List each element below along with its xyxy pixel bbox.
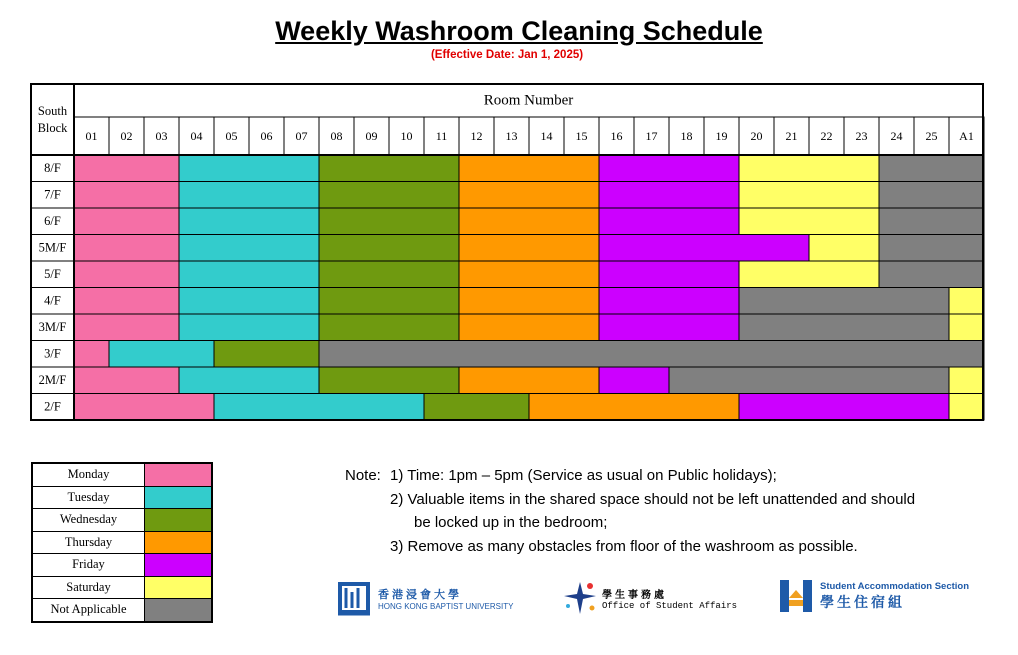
room-number: 20 bbox=[750, 128, 763, 143]
schedule-cell bbox=[949, 288, 984, 315]
schedule-cell bbox=[179, 261, 319, 288]
schedule-cell bbox=[179, 208, 319, 235]
room-number: 05 bbox=[225, 128, 238, 143]
room-number: 19 bbox=[715, 128, 728, 143]
note-1: 1) Time: 1pm – 5pm (Service as usual on Public holidays); bbox=[390, 467, 777, 484]
room-number: 08 bbox=[330, 128, 343, 143]
room-number: 11 bbox=[435, 128, 448, 143]
room-number: 24 bbox=[890, 128, 903, 143]
note-2: 2) Valuable items in the shared space should not be left unattended and should bbox=[390, 490, 916, 508]
schedule-cell bbox=[319, 314, 459, 341]
schedule-cell bbox=[319, 261, 459, 288]
legend-label: Friday bbox=[32, 554, 145, 577]
legend-label: Saturday bbox=[32, 576, 145, 599]
schedule-cell bbox=[319, 341, 984, 368]
schedule-cell bbox=[74, 341, 109, 368]
sas-emblem-icon bbox=[778, 578, 814, 614]
room-number: 13 bbox=[505, 128, 518, 143]
corner-label-line2: Block bbox=[37, 120, 68, 135]
legend-label: Wednesday bbox=[32, 509, 145, 532]
schedule-cell bbox=[424, 394, 529, 421]
room-number: 23 bbox=[855, 128, 868, 143]
legend-row bbox=[32, 486, 212, 509]
room-number: 10 bbox=[400, 128, 413, 143]
sas-logo bbox=[778, 578, 969, 614]
legend-swatch bbox=[145, 463, 213, 486]
schedule-cell bbox=[529, 394, 739, 421]
schedule-cell bbox=[74, 155, 179, 182]
room-number: 22 bbox=[820, 128, 833, 143]
schedule-cell bbox=[74, 261, 179, 288]
legend-label: Monday bbox=[32, 463, 145, 486]
floor-label: 3M/F bbox=[38, 320, 67, 335]
corner-cell bbox=[31, 84, 74, 155]
osa-name-cn: 學生事務處 bbox=[602, 589, 667, 601]
sas-name-en: Student Accommodation Section bbox=[820, 580, 970, 592]
hkbu-name-cn: 香港浸會大學 bbox=[378, 588, 462, 601]
legend-row bbox=[32, 531, 212, 554]
schedule-cell bbox=[599, 314, 739, 341]
room-number-label: Room Number bbox=[483, 92, 574, 109]
schedule-cell bbox=[879, 208, 984, 235]
floor-label: 3/F bbox=[44, 346, 61, 361]
schedule-cell bbox=[879, 235, 984, 262]
floor-label: 8/F bbox=[44, 161, 61, 176]
osa-emblem-icon bbox=[562, 578, 598, 618]
schedule-cell bbox=[949, 367, 984, 394]
floor-label: 2M/F bbox=[38, 373, 67, 388]
legend-label: Not Applicable bbox=[32, 599, 145, 622]
legend-swatch bbox=[145, 486, 213, 509]
room-number: 18 bbox=[680, 128, 693, 143]
schedule-cell bbox=[599, 208, 739, 235]
schedule-cell bbox=[739, 261, 879, 288]
schedule-cell bbox=[179, 235, 319, 262]
schedule-cell bbox=[459, 235, 599, 262]
legend-swatch bbox=[145, 509, 213, 532]
floor-label: 7/F bbox=[44, 187, 61, 202]
schedule-cell bbox=[74, 367, 179, 394]
schedule-cell bbox=[74, 394, 214, 421]
schedule-cell bbox=[109, 341, 214, 368]
room-number: 06 bbox=[260, 128, 273, 143]
floor-label: 4/F bbox=[44, 293, 61, 308]
floor-label: 5/F bbox=[44, 267, 61, 282]
hkbu-name-en: HONG KONG BAPTIST UNIVERSITY bbox=[378, 601, 514, 611]
room-number: 16 bbox=[610, 128, 623, 143]
schedule-cell bbox=[599, 367, 669, 394]
schedule-cell bbox=[319, 235, 459, 262]
schedule-cell bbox=[214, 394, 424, 421]
schedule-cell bbox=[74, 314, 179, 341]
schedule-cell bbox=[739, 314, 949, 341]
schedule-cell bbox=[459, 288, 599, 315]
schedule-cell bbox=[319, 155, 459, 182]
legend-swatch bbox=[145, 576, 213, 599]
schedule-cell bbox=[319, 367, 459, 394]
legend-row bbox=[32, 463, 212, 486]
schedule-cell bbox=[739, 394, 949, 421]
schedule-cell bbox=[599, 235, 809, 262]
schedule-cell bbox=[179, 182, 319, 209]
hkbu-logo bbox=[336, 578, 513, 618]
floor-label: 5M/F bbox=[38, 240, 67, 255]
note-prefix: Note: bbox=[345, 467, 381, 484]
room-number: 15 bbox=[575, 128, 588, 143]
schedule-cell bbox=[599, 182, 739, 209]
schedule-cell bbox=[879, 155, 984, 182]
schedule-cell bbox=[319, 182, 459, 209]
corner-label-line1: South bbox=[37, 103, 68, 118]
room-number: 04 bbox=[190, 128, 203, 143]
schedule-cell bbox=[459, 261, 599, 288]
floor-label: 2/F bbox=[44, 399, 61, 414]
schedule-cell bbox=[949, 314, 984, 341]
legend-table bbox=[31, 462, 213, 623]
schedule-cell bbox=[179, 155, 319, 182]
note-2-cont: be locked up in the bedroom; bbox=[414, 514, 608, 531]
schedule-cell bbox=[949, 394, 984, 421]
osa-logo bbox=[562, 578, 737, 618]
legend-swatch bbox=[145, 554, 213, 577]
effective-date: (Effective Date: Jan 1, 2025) bbox=[430, 49, 584, 61]
room-number: 12 bbox=[470, 128, 483, 143]
page-title: Weekly Washroom Cleaning Schedule bbox=[275, 16, 763, 46]
schedule-cell bbox=[599, 261, 739, 288]
room-number: 02 bbox=[120, 128, 133, 143]
osa-name-en: Office of Student Affairs bbox=[602, 600, 738, 611]
schedule-cell bbox=[809, 235, 879, 262]
schedule-cell bbox=[599, 288, 739, 315]
schedule-cell bbox=[179, 367, 319, 394]
schedule-cell bbox=[739, 208, 879, 235]
floor-label: 6/F bbox=[44, 214, 61, 229]
room-number: 07 bbox=[295, 128, 308, 143]
schedule-cell bbox=[319, 208, 459, 235]
schedule-cell bbox=[739, 155, 879, 182]
schedule-cell bbox=[459, 182, 599, 209]
schedule-cell bbox=[74, 288, 179, 315]
legend-row bbox=[32, 554, 212, 577]
room-number: 03 bbox=[155, 128, 168, 143]
schedule-cell bbox=[459, 367, 599, 394]
schedule-cell bbox=[459, 314, 599, 341]
room-number: 09 bbox=[365, 128, 378, 143]
schedule-cell bbox=[74, 182, 179, 209]
room-number: 21 bbox=[785, 128, 798, 143]
room-number: 14 bbox=[540, 128, 553, 143]
legend-swatch bbox=[145, 531, 213, 554]
note-3: 3) Remove as many obstacles from floor of the washroom as possible. bbox=[390, 537, 858, 555]
legend-row bbox=[32, 599, 212, 622]
room-number: 01 bbox=[85, 128, 98, 143]
schedule-cell bbox=[214, 341, 319, 368]
notes bbox=[345, 464, 915, 558]
schedule-cell bbox=[879, 261, 984, 288]
schedule-cell bbox=[459, 155, 599, 182]
schedule-cell bbox=[319, 288, 459, 315]
room-number: A1 bbox=[959, 128, 974, 143]
schedule-cell bbox=[179, 288, 319, 315]
schedule-cell bbox=[179, 314, 319, 341]
legend-swatch bbox=[145, 599, 213, 622]
room-number: 17 bbox=[645, 128, 658, 143]
legend-label: Tuesday bbox=[32, 486, 145, 509]
legend-row bbox=[32, 509, 212, 532]
schedule-cell bbox=[74, 235, 179, 262]
hkbu-emblem-icon bbox=[336, 578, 372, 618]
legend-label: Thursday bbox=[32, 531, 145, 554]
schedule-cell bbox=[599, 155, 739, 182]
room-number: 25 bbox=[925, 128, 938, 143]
legend-row bbox=[32, 576, 212, 599]
schedule-cell bbox=[739, 182, 879, 209]
schedule-cell bbox=[739, 288, 949, 315]
schedule-cell bbox=[669, 367, 949, 394]
schedule-cell bbox=[74, 208, 179, 235]
sas-name-cn: 學生住宿組 bbox=[820, 593, 905, 610]
schedule-cell bbox=[879, 182, 984, 209]
schedule-cell bbox=[459, 208, 599, 235]
